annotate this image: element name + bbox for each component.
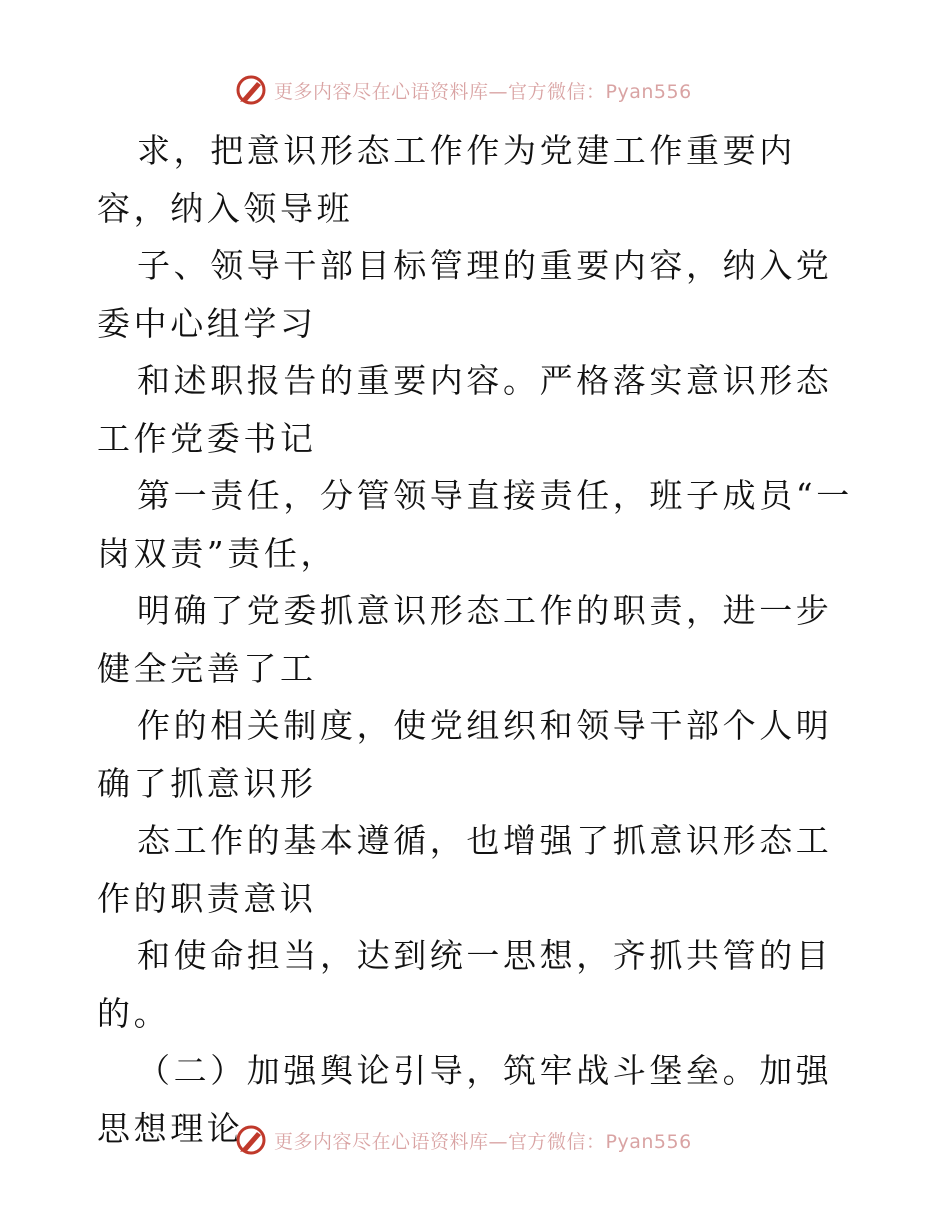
- pen-logo-icon: [234, 1123, 268, 1157]
- paragraph: 和述职报告的重要内容。严格落实意识形态工作党委书记: [97, 361, 833, 458]
- document-body: [97, 122, 857, 1157]
- watermark-text: 更多内容尽在心语资料库—官方微信：Pyan556: [274, 1130, 692, 1153]
- paragraph: 和使命担当，达到统一思想，齐抓共管的目的。: [97, 936, 833, 1033]
- pen-logo-icon: [234, 73, 268, 107]
- paragraph: 作的相关制度，使党组织和领导干部个人明确了抓意识形: [97, 706, 833, 803]
- paragraph: 子、领导干部目标管理的重要内容，纳入党委中心组学习: [97, 246, 833, 343]
- paragraph: 第一责任，分管领导直接责任，班子成员“一岗双责”责任，: [97, 476, 853, 573]
- paragraph: 求，把意识形态工作作为党建工作重要内容，纳入领导班: [97, 131, 796, 228]
- header-watermark: [234, 72, 692, 108]
- paragraph: 态工作的基本遵循，也增强了抓意识形态工作的职责意识: [97, 821, 833, 918]
- footer-watermark: [234, 1122, 692, 1158]
- paragraph: （二）加强舆论引导，筑牢战斗堡垒。加强思想理论: [97, 1051, 833, 1148]
- watermark-text: 更多内容尽在心语资料库—官方微信：Pyan556: [274, 80, 692, 103]
- paragraph: 明确了党委抓意识形态工作的职责，进一步健全完善了工: [97, 591, 833, 688]
